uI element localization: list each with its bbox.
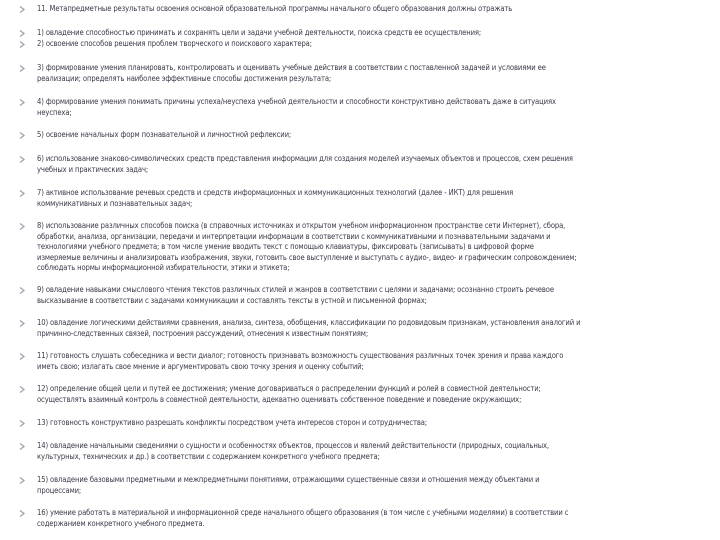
- item-text-line: учебных и практических задач;: [37, 164, 149, 174]
- item-text-line: технологиями учебного предмета; в том числе умение вводить текст с помощью клавиатуры, фиксировать (записывать) в цифровой форме: [37, 242, 534, 251]
- item-text-line: иметь свою; излагать свое мнение и аргументировать свою точку зрения и оценку событий;: [37, 361, 364, 371]
- item-text-line: измеряемые величины и анализировать изображения, звуки, готовить свое выступление и выступать с аудио-, видео- и графическим сопровождением;: [37, 252, 577, 262]
- item-text-line: 3) формирование умения планировать, контролировать и оценивать учебные действия в соответствии с поставленной задачей и условиями ее: [37, 63, 546, 72]
- bullet-arrow-icon: [18, 29, 27, 38]
- bullet-arrow-icon: [18, 222, 27, 231]
- item-text-line: 7) активное использование речевых средств и средств информационных и коммуникационных технологий (далее - ИКТ) для решения: [37, 188, 514, 197]
- bullet-arrow-icon: [18, 98, 27, 107]
- item-text-line: осуществлять взаимный контроль в совместной деятельности, адекватно оценивать собственное поведение и поведение окружающих;: [37, 394, 522, 404]
- bullet-arrow-icon: [18, 155, 27, 164]
- bullet-arrow-icon: [18, 476, 27, 485]
- bullet-arrow-icon: [18, 5, 27, 14]
- item-text-line: обработки, анализа, организации, передачи и интерпретации информации в соответствии с коммуникативными и познавательными задачами и: [37, 231, 551, 241]
- bullet-arrow-icon: [18, 352, 27, 361]
- bullet-arrow-icon: [18, 40, 27, 49]
- item-text-line: 12) определение общей цели и путей ее достижения; умение договариваться о распределении функций и ролей в совместной деятельности;: [37, 384, 541, 393]
- item-text-line: 5) освоение начальных форм познавательной и личностной рефлексии;: [37, 130, 292, 139]
- bullet-arrow-icon: [18, 442, 27, 451]
- item-text-line: процессами;: [37, 485, 82, 495]
- item-text-line: 6) использование знаково-символических средств представления информации для создания моделей изучаемых объектов и процессов, схем решения: [37, 154, 573, 163]
- item-text-line: 10) овладение логическими действиями сравнения, анализа, синтеза, обобщения, классификации по родовидовым признакам, установления аналогий и: [37, 318, 581, 327]
- bullet-arrow-icon: [18, 286, 27, 295]
- bullet-arrow-icon: [18, 64, 27, 73]
- item-text-line: 16) умение работать в материальной и информационной среде начального общего образования (в том числе с учебными моделями) в соответствии с: [37, 508, 569, 517]
- item-text-line: высказывание в соответствии с задачами коммуникации и составлять тексты в устной и письменной формах;: [37, 295, 427, 305]
- bullet-arrow-icon: [18, 509, 27, 518]
- item-text-line: 9) овладение навыками смыслового чтения текстов различных стилей и жанров в соответствии с целями и задачами; осознанно строить речевое: [37, 285, 554, 294]
- item-text-line: 14) овладение начальными сведениями о сущности и особенностях объектов, процессов и явлений действительности (природных, социальных,: [37, 441, 549, 450]
- item-text-line: содержанием конкретного учебного предмета.: [37, 518, 205, 528]
- item-text-line: 2) освоение способов решения проблем творческого и поискового характера;: [37, 39, 312, 48]
- item-text-line: 11. Метапредметные результаты освоения основной образовательной программы начального общего образования должны отражать: [37, 4, 513, 13]
- item-text-line: 15) овладение базовыми предметными и межпредметными понятиями, отражающими существенные связи и отношения между объектами и: [37, 475, 540, 484]
- bullet-arrow-icon: [18, 385, 27, 394]
- item-text-line: реализации; определять наиболее эффективные способы достижения результата;: [37, 73, 332, 83]
- item-text-line: 1) овладение способностью принимать и сохранять цели и задачи учебной деятельности, поиска средств ее осуществления;: [37, 28, 482, 37]
- item-text-line: 13) готовность конструктивно разрешать конфликты посредством учета интересов сторон и сотрудничества;: [37, 418, 428, 427]
- bullet-arrow-icon: [18, 419, 27, 428]
- bullet-arrow-icon: [18, 319, 27, 328]
- item-text-line: соблюдать нормы информационной избирательности, этики и этикета;: [37, 263, 290, 272]
- bullet-arrow-icon: [18, 131, 27, 140]
- item-text-line: 8) использование различных способов поиска (в справочных источниках и открытом учебном информационном пространстве сети Интернет), сбора,: [37, 221, 566, 230]
- item-text-line: причинно-следственных связей, построения рассуждений, отнесения к известным понятиям;: [37, 328, 369, 338]
- item-text-line: культурных, технических и др.) в соответствии с содержанием конкретного учебного предмета;: [37, 451, 380, 461]
- item-text-line: коммуникативных и познавательных задач;: [37, 198, 193, 208]
- item-text-line: неуспеха;: [37, 107, 72, 117]
- item-text-line: 11) готовность слушать собеседника и вести диалог; готовность признавать возможность существования различных точек зрения и права каждого: [37, 351, 564, 360]
- bullet-arrow-icon: [18, 189, 27, 198]
- item-text-line: 4) формирование умения понимать причины успеха/неуспеха учебной деятельности и способности конструктивно действовать даже в ситуациях: [37, 97, 556, 106]
